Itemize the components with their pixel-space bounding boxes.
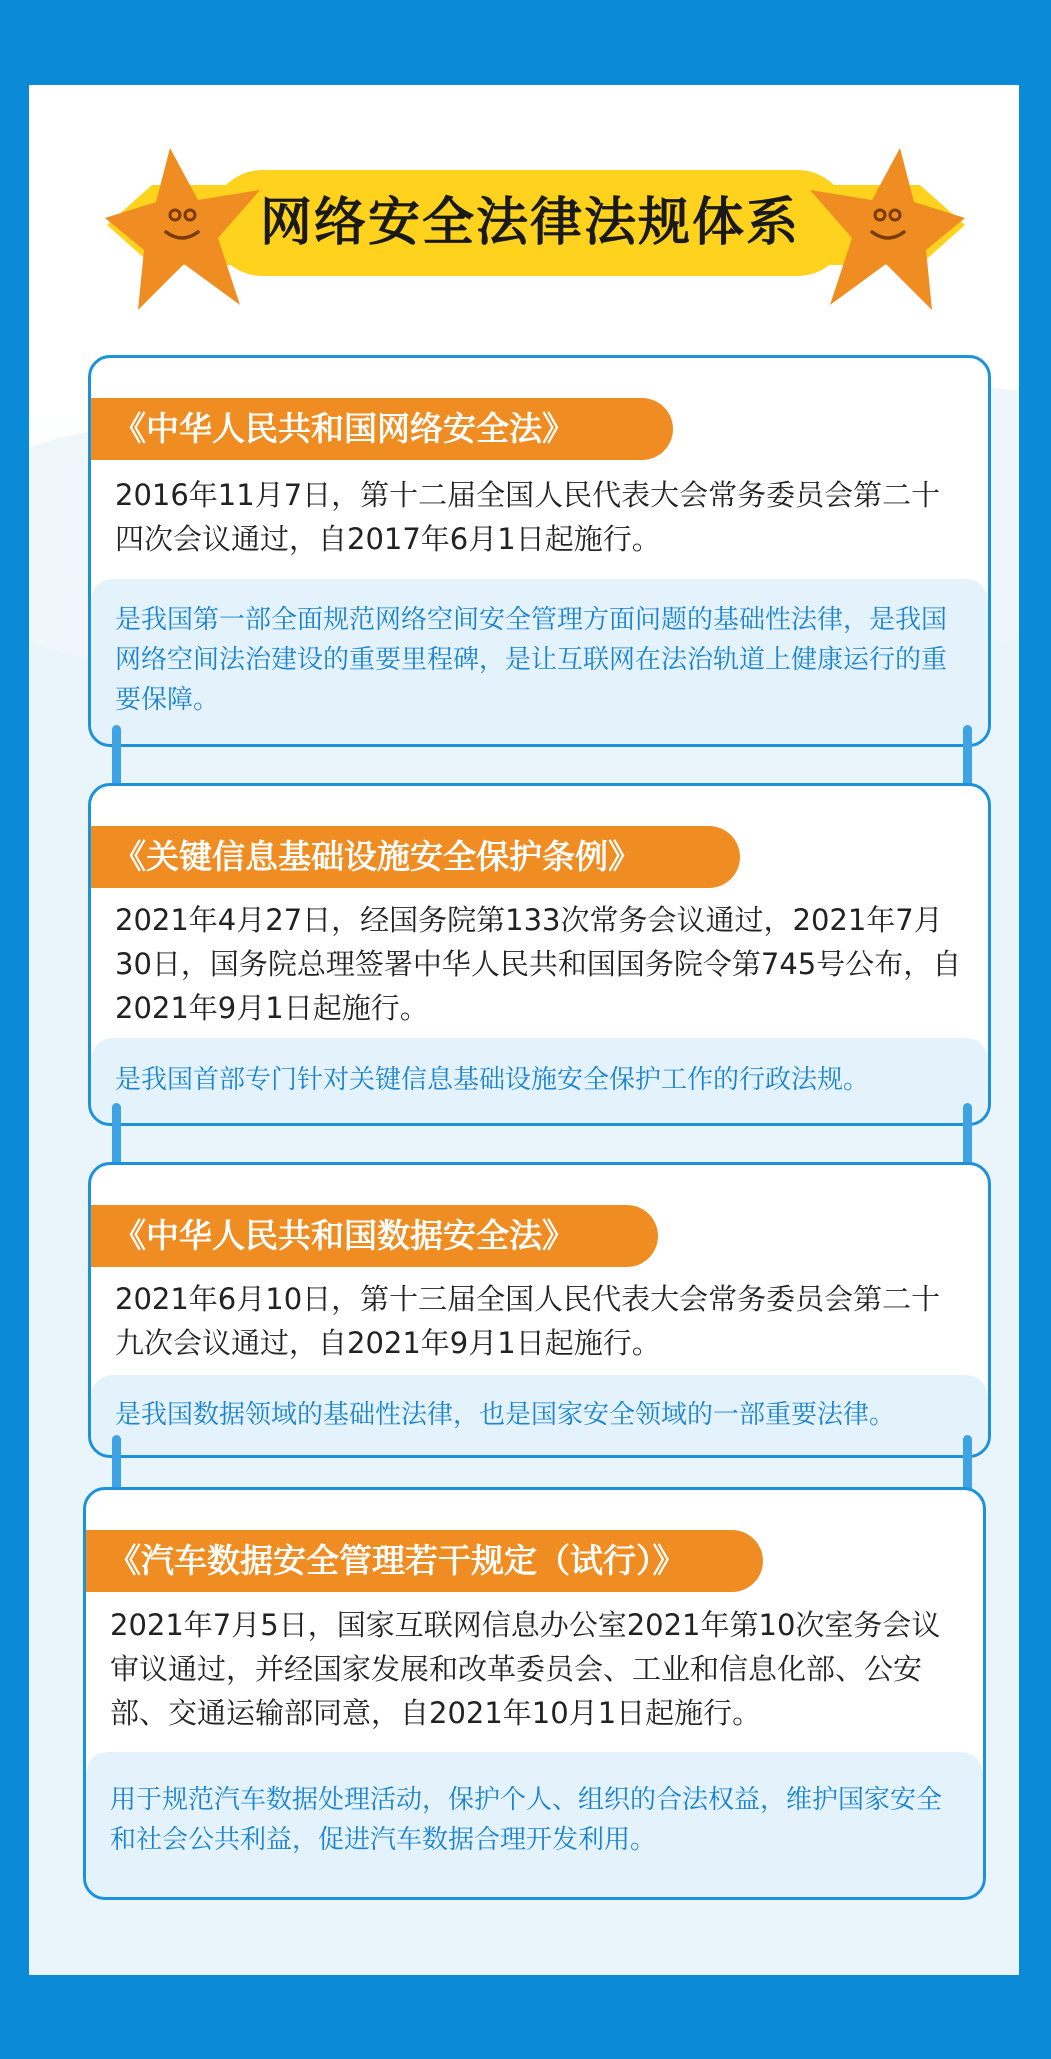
law-card-cybersecurity xyxy=(88,355,991,747)
law-card-automotive-data xyxy=(83,1487,986,1900)
law-card-critical-infrastructure xyxy=(88,783,991,1126)
law-title-label: 《中华人民共和国网络安全法》 xyxy=(88,398,673,460)
law-description: 2021年7月5日，国家互联网信息办公室2021年第10次室务会议审议通过，并经国家发展和改革委员会、工业和信息化部、公安部、交通运输部同意，自2021年10月1日起施行。 xyxy=(110,1608,941,1730)
law-title-label: 《汽车数据安全管理若干规定（试行）》 xyxy=(83,1530,763,1592)
law-description: 2021年4月27日，经国务院第133次常务会议通过，2021年7月30日，国务院总理签署中华人民共和国国务院令第745号公布，自2021年9月1日起施行。 xyxy=(115,903,962,1025)
law-significance-note: 用于规范汽车数据处理活动，保护个人、组织的合法权益，维护国家安全和社会公共利益，促进汽车数据合理开发利用。 xyxy=(86,1752,983,1897)
law-title-label: 《中华人民共和国数据安全法》 xyxy=(88,1205,658,1267)
smiling-star-icon-right xyxy=(800,140,970,320)
law-significance-note: 是我国第一部全面规范网络空间安全管理方面问题的基础性法律，是我国网络空间法治建设的重要里程碑，是让互联网在法治轨道上健康运行的重要保障。 xyxy=(91,579,988,744)
page-title: 网络安全法律法规体系 xyxy=(259,193,800,253)
law-significance-note: 是我国数据领域的基础性法律，也是国家安全领域的一部重要法律。 xyxy=(91,1375,988,1455)
law-description: 2016年11月7日，第十二届全国人民代表大会常务委员会第二十四次会议通过，自2017年6月1日起施行。 xyxy=(115,478,941,556)
smiling-star-icon-left xyxy=(100,140,270,320)
law-card-data-security xyxy=(88,1162,991,1458)
law-description: 2021年6月10日，第十三届全国人民代表大会常务委员会第二十九次会议通过，自2021年9月1日起施行。 xyxy=(115,1282,941,1360)
law-title-label: 《关键信息基础设施安全保护条例》 xyxy=(88,826,740,888)
law-significance-note: 是我国首部专门针对关键信息基础设施安全保护工作的行政法规。 xyxy=(91,1038,988,1123)
